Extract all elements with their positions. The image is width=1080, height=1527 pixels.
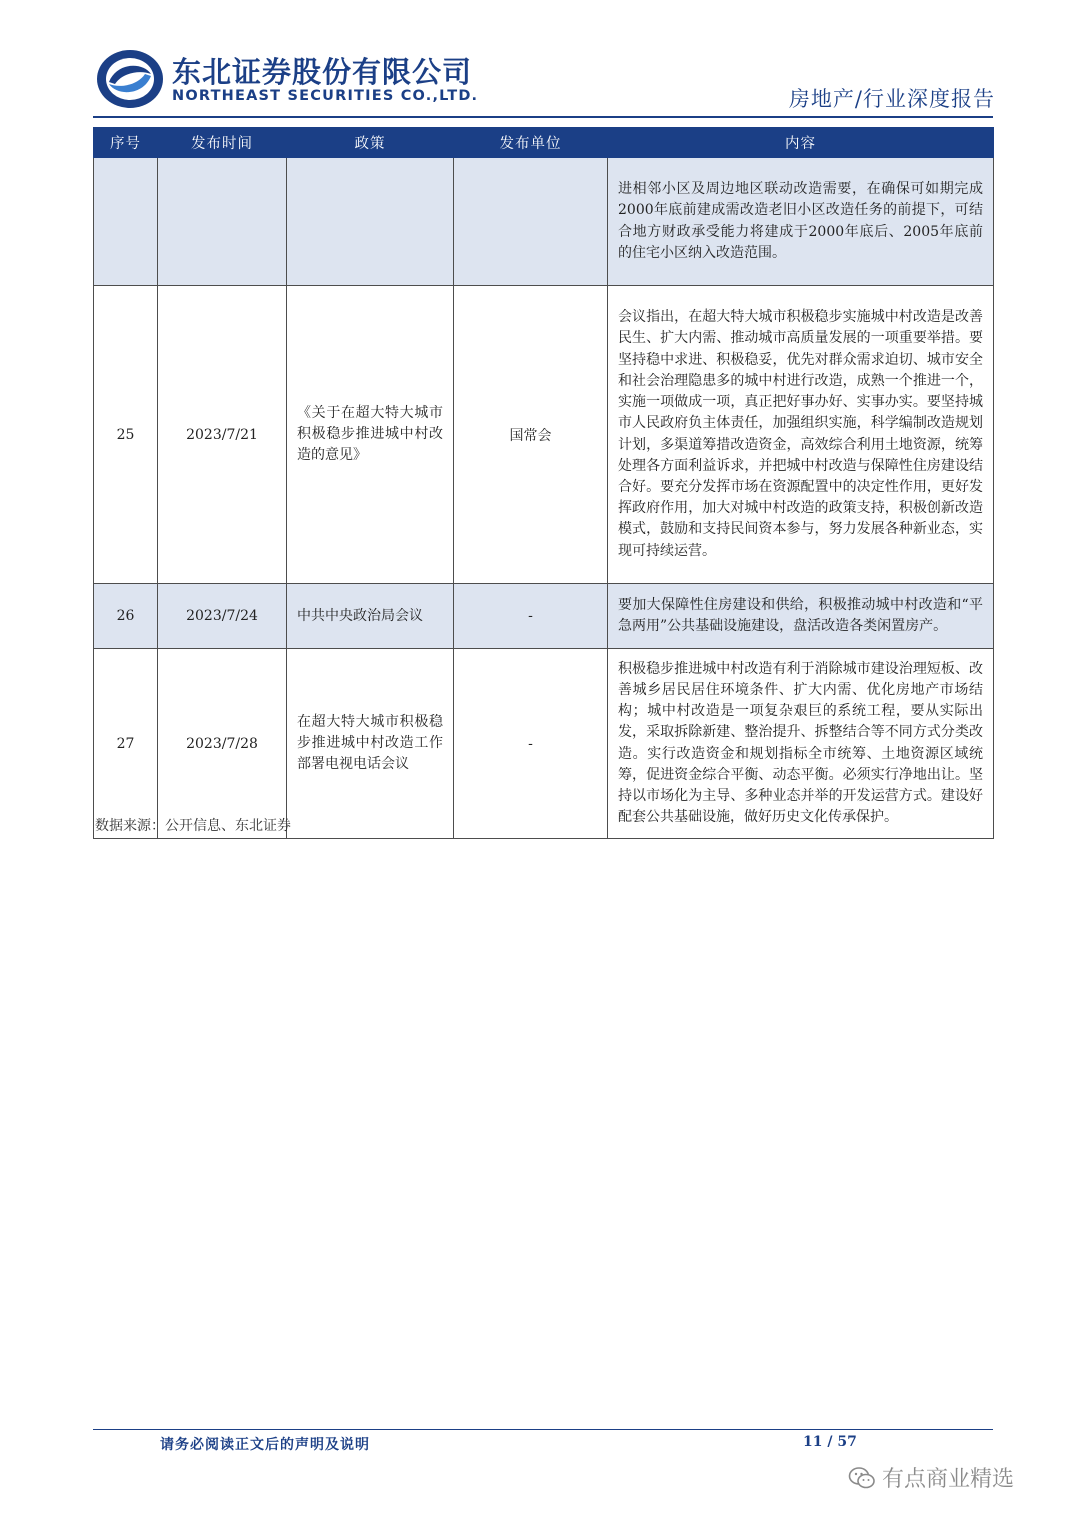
cell-no: 27: [94, 649, 158, 839]
col-header-content: 内容: [608, 128, 994, 158]
cell-date: 2023/7/28: [158, 649, 287, 839]
wechat-icon: [848, 1466, 876, 1490]
company-name-cn: 东北证券股份有限公司: [172, 55, 473, 89]
col-header-policy: 政策: [287, 128, 454, 158]
company-name-en: NORTHEAST SECURITIES CO.,LTD.: [172, 88, 479, 104]
cell-date: [158, 158, 287, 286]
cell-issuer: [454, 158, 608, 286]
cell-issuer: 国常会: [454, 286, 608, 584]
table-row: [94, 584, 994, 649]
source-note: 数据来源：公开信息、东北证券: [95, 818, 291, 834]
table-row: [94, 158, 994, 286]
cell-no: 25: [94, 286, 158, 584]
cell-no: [94, 158, 158, 286]
cell-content: 会议指出，在超大特大城市积极稳步实施城中村改造是改善民生、扩大内需、推动城市高质量发展的一项重要举措。要坚持稳中求进、积极稳妥，优先对群众需求迫切、城市安全和社会治理隐患多的城中村进行改造，成熟一个推进一个，实施一项做成一项，真正把好事办好、实事办实。要坚持城市人民政府负主体责任，加强组织实施，科学编制改造规划计划，多渠道筹措改造资金，高效综合利用土地资源，统筹处理各方面利益诉求，并把城中村改造与保障性住房建设结合好。要充分发挥市场在资源配置中的决定性作用，更好发挥政府作用，加大对城中村改造的政策支持，积极创新改造模式，鼓励和支持民间资本参与，努力发展各种新业态，实现可持续运营。: [608, 286, 994, 584]
report-category: 房地产/行业深度报告: [788, 87, 995, 111]
page-header: [0, 0, 1080, 120]
cell-issuer: -: [454, 649, 608, 839]
cell-policy: [287, 158, 454, 286]
cell-policy: 在超大特大城市积极稳步推进城中村改造工作部署电视电话会议: [287, 649, 454, 839]
cell-content: 进相邻小区及周边地区联动改造需要，在确保可如期完成2000年底前建成需改造老旧小区改造任务的前提下，可结合地方财政承受能力将建成于2000年底后、2005年底前的住宅小区纳入改造范围。: [608, 158, 994, 286]
header-divider: [93, 116, 993, 118]
footer-disclaimer: 请务必阅读正文后的声明及说明: [160, 1437, 370, 1453]
footer-divider: [93, 1429, 993, 1430]
col-header-issuer: 发布单位: [454, 128, 608, 158]
cell-issuer: -: [454, 584, 608, 649]
cell-content: 要加大保障性住房建设和供给，积极推动城中村改造和“平急两用”公共基础设施建设，盘活改造各类闲置房产。: [608, 584, 994, 649]
table-row: [94, 286, 994, 584]
table-row: [94, 649, 994, 839]
cell-date: 2023/7/24: [158, 584, 287, 649]
col-header-date: 发布时间: [158, 128, 287, 158]
page-number: 11 / 57: [803, 1434, 857, 1450]
watermark: [848, 1462, 1014, 1493]
cell-no: 26: [94, 584, 158, 649]
cell-policy: 中共中央政治局会议: [287, 584, 454, 649]
policy-table: [93, 127, 994, 839]
col-header-no: 序号: [94, 128, 158, 158]
cell-content: 积极稳步推进城中村改造有利于消除城市建设治理短板、改善城乡居民居住环境条件、扩大内需、优化房地产市场结构；城中村改造是一项复杂艰巨的系统工程，要从实际出发，采取拆除新建、整治提升、拆整结合等不同方式分类改造。实行改造资金和规划指标全市统筹、土地资源区域统筹，促进资金综合平衡、动态平衡。必须实行净地出让。坚持以市场化为主导、多种业态并举的开发运营方式。建设好配套公共基础设施，做好历史文化传承保护。: [608, 649, 994, 839]
cell-date: 2023/7/21: [158, 286, 287, 584]
cell-policy: 《关于在超大特大城市积极稳步推进城中村改造的意见》: [287, 286, 454, 584]
table-header-row: [94, 128, 994, 158]
watermark-text: 有点商业精选: [882, 1467, 1015, 1492]
company-logo-icon: [95, 48, 165, 110]
